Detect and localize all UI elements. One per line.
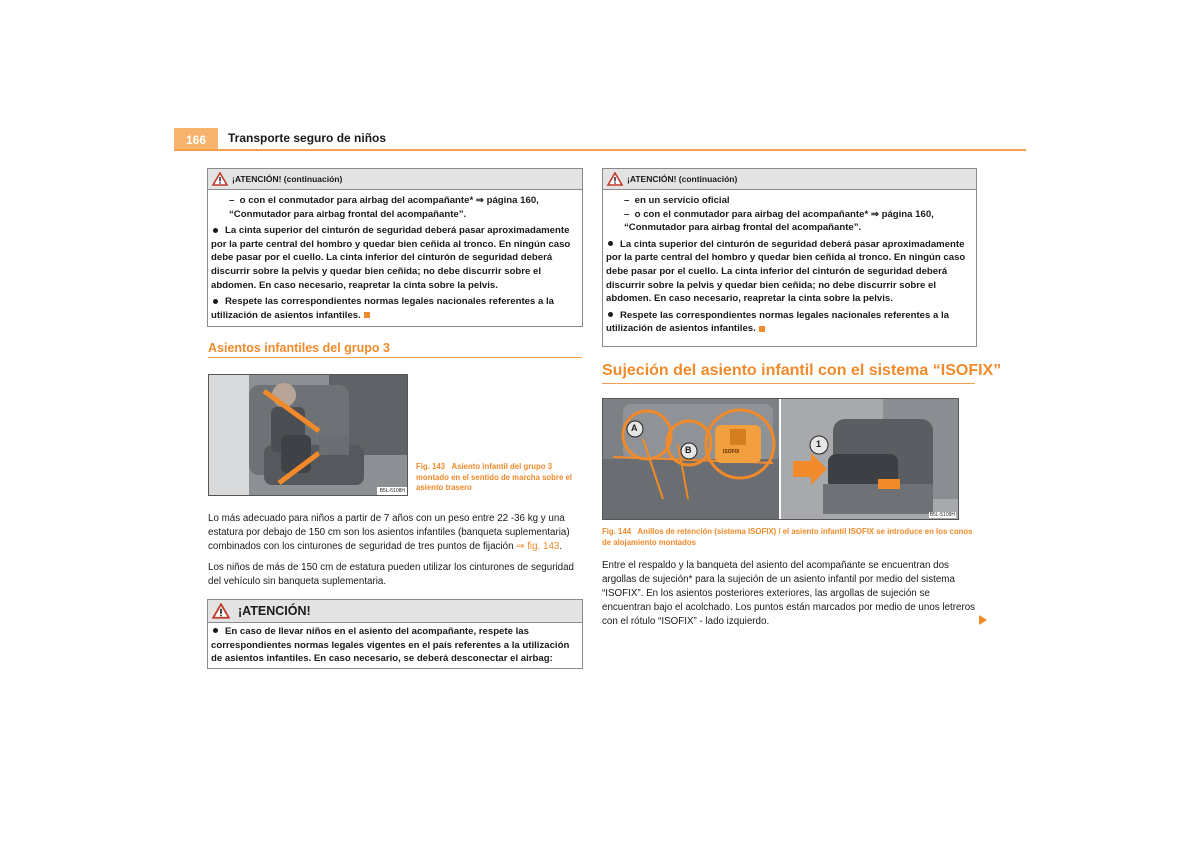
- warning-continued-header: [603, 169, 976, 190]
- arrow-right-icon: ⇒: [870, 208, 879, 220]
- left-body-text: [208, 512, 584, 596]
- warning-continued-title: ¡ATENCIÓN! (continuación): [232, 174, 343, 184]
- end-mark-icon: [759, 326, 765, 332]
- bullet-dot: [213, 299, 218, 304]
- figure-code: B5L-5108H: [379, 488, 405, 494]
- arrow-right-icon: ⇒: [475, 195, 484, 206]
- end-mark-icon: [364, 312, 370, 318]
- warning-bullet: Respete las correspondientes normas legales nacionales referentes a la utilización de asientos infantiles.: [606, 309, 949, 335]
- section-title-group3: Asientos infantiles del grupo 3: [208, 341, 390, 355]
- warning-continued-title: ¡ATENCIÓN! (continuación): [627, 174, 738, 184]
- warning-bullet: Respete las correspondientes normas legales nacionales referentes a la utilización de asientos infantiles.: [211, 296, 554, 321]
- figure-143-caption: Fig. 143 Asiento infantil del grupo 3 montado en el sentido de marcha sobre el asiento trasero: [416, 462, 572, 492]
- paragraph: Entre el respaldo y la banqueta del asiento del acompañante se encuentran dos argollas de sujeción* para la sujeción de un asiento infantil por medio del sistema “ISOFIX”. En los asientos posteriores exteriores, las argollas de sujeción se encuentran bajo el acolchado. Los puntos están marcados por medio de unos letreros con el rótulo “ISOFIX” - lado izquierdo.: [602, 560, 976, 627]
- bullet-dot: [608, 312, 613, 317]
- label-1: 1: [816, 439, 822, 449]
- warning-dash-item: – o con el conmutador para airbag del acompañante* ⇒ página 160, “Conmutador para airbag frontal del acompañante”.: [229, 195, 539, 220]
- figure-code: B5L-5109H: [929, 512, 955, 518]
- paragraph: Lo más adecuado para niños a partir de 7 años con un peso entre 22 -36 kg y una estatura por debajo de 150 cm son los asientos infantiles (banqueta suplementaria) combinados con los cinturones de seguridad de tres puntos de fijación ⇒ fig. 143.: [208, 513, 570, 552]
- warning-dash-item: – o con el conmutador para airbag del acompañante* ⇒ página 160, “Conmutador para airbag frontal del acompañante”.: [624, 208, 934, 234]
- warning-continued-box: [207, 168, 583, 327]
- warning-continued-body: [208, 190, 582, 329]
- warning-bullet: La cinta superior del cinturón de seguridad deberá pasar aproximadamente por la parte central del hombro y quedar bien ceñida al tronco. En ningún caso debe pasar por el cuello. La cinta inferior del cinturón de seguridad deberá discurrir sobre la pelvis y quedar bien ceñida; no debe discurrir sobre el abdomen. En caso necesario, reapretar la cinta sobre la pelvis.: [606, 238, 966, 305]
- section-rule: [602, 383, 975, 384]
- warning-triangle-icon: [212, 603, 230, 619]
- paragraph: Los niños de más de 150 cm de estatura pueden utilizar los cinturones de seguridad del vehículo sin banqueta suplementaria.: [208, 562, 574, 587]
- right-body-text: [602, 559, 976, 636]
- section-rule: [208, 357, 582, 358]
- warning-header: [208, 600, 582, 623]
- warning-body: [208, 623, 582, 673]
- warning-continued-box-right: [602, 168, 977, 347]
- warning-bullet: En caso de llevar niños en el asiento del acompañante, respete las correspondientes normas legales vigentes en el país referentes a la utilización de asientos infantiles. En caso necesario, se deberá desconectar el airbag:: [211, 626, 570, 665]
- isofix-tag: ISOFIX: [723, 449, 740, 455]
- bullet-dot: [213, 628, 218, 633]
- figure-144-caption: Fig. 144 Anillos de retención (sistema ISOFIX) / el asiento infantil ISOFIX se introduce en los conos de alojamiento montados: [602, 527, 973, 547]
- label-a: A: [631, 423, 638, 433]
- section-title-isofix: Sujeción del asiento infantil con el sistema “ISOFIX”: [602, 362, 1002, 379]
- warning-continued-body: [603, 190, 976, 343]
- warning-title: ¡ATENCIÓN!: [238, 604, 311, 618]
- warning-triangle-icon: [607, 172, 623, 186]
- page-title: Transporte seguro de niños: [228, 131, 387, 145]
- continue-arrow-icon[interactable]: [979, 615, 987, 625]
- header-rule: [174, 149, 1026, 151]
- figure-144-image: [602, 398, 959, 520]
- warning-bullet: La cinta superior del cinturón de seguridad deberá pasar aproximadamente por la parte central del hombro y quedar bien ceñida al tronco. En ningún caso debe pasar por el cuello. La cinta inferior del cinturón de seguridad deberá discurrir sobre la pelvis y quedar bien ceñida; no debe discurrir sobre el abdomen. En caso necesario, reapretar la cinta sobre la pelvis.: [211, 225, 571, 291]
- figure-link[interactable]: ⇒ fig. 143: [516, 541, 560, 552]
- page-number: 166: [174, 128, 218, 150]
- bullet-dot: [213, 228, 218, 233]
- warning-box: [207, 599, 583, 669]
- figure-143-image: [208, 374, 408, 496]
- label-b: B: [685, 445, 692, 455]
- warning-continued-header: [208, 169, 582, 190]
- bullet-dot: [608, 241, 613, 246]
- warning-dash-item: – en un servicio oficial: [624, 195, 730, 206]
- warning-triangle-icon: [212, 172, 228, 186]
